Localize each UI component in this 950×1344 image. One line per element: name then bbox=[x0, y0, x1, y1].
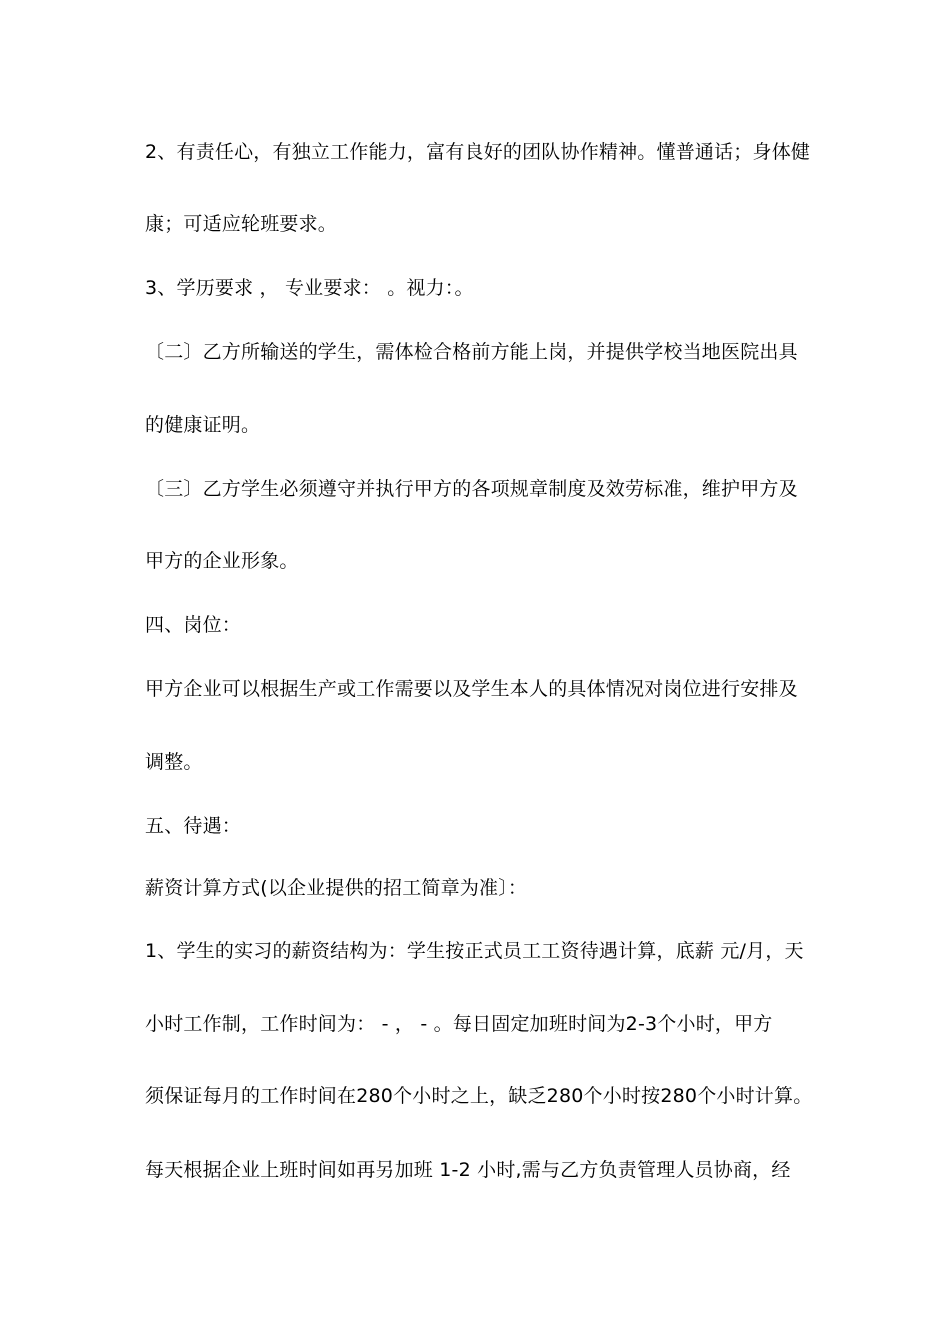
paragraph-line: 2、有责任心，有独立工作能力，富有良好的团队协作精神。懂普通话；身体健 bbox=[145, 141, 811, 163]
paragraph-line: 甲方的企业形象。 bbox=[145, 550, 299, 572]
section-heading: 五、待遇： bbox=[145, 815, 242, 837]
paragraph-line: 小时工作制，工作时间为： - ， - 。每日固定加班时间为2-3个小时，甲方 bbox=[145, 1013, 773, 1035]
paragraph-line: 康；可适应轮班要求。 bbox=[145, 213, 338, 235]
paragraph-line: 〔三〕乙方学生必须遵守并执行甲方的各项规章制度及效劳标准，维护甲方及 bbox=[145, 478, 798, 500]
paragraph-line: 须保证每月的工作时间在280个小时之上，缺乏280个小时按280个小时计算。 bbox=[145, 1085, 813, 1107]
paragraph-line: 甲方企业可以根据生产或工作需要以及学生本人的具体情况对岗位进行安排及 bbox=[145, 678, 798, 700]
paragraph-line: 1、学生的实习的薪资结构为：学生按正式员工工资待遇计算，底薪 元/月，天 bbox=[145, 940, 804, 962]
paragraph-line: 每天根据企业上班时间如再另加班 1-2 小时,需与乙方负责管理人员协商，经 bbox=[145, 1159, 791, 1181]
paragraph-line: 调整。 bbox=[145, 751, 203, 773]
paragraph-line: 薪资计算方式(以企业提供的招工简章为准〕： bbox=[145, 877, 528, 899]
section-heading: 四、岗位： bbox=[145, 614, 242, 636]
paragraph-line: 〔二〕乙方所输送的学生，需体检合格前方能上岗，并提供学校当地医院出具 bbox=[145, 341, 798, 363]
paragraph-line: 的健康证明。 bbox=[145, 414, 261, 436]
paragraph-line: 3、学历要求 ， 专业要求： 。视力：。 bbox=[145, 277, 474, 299]
